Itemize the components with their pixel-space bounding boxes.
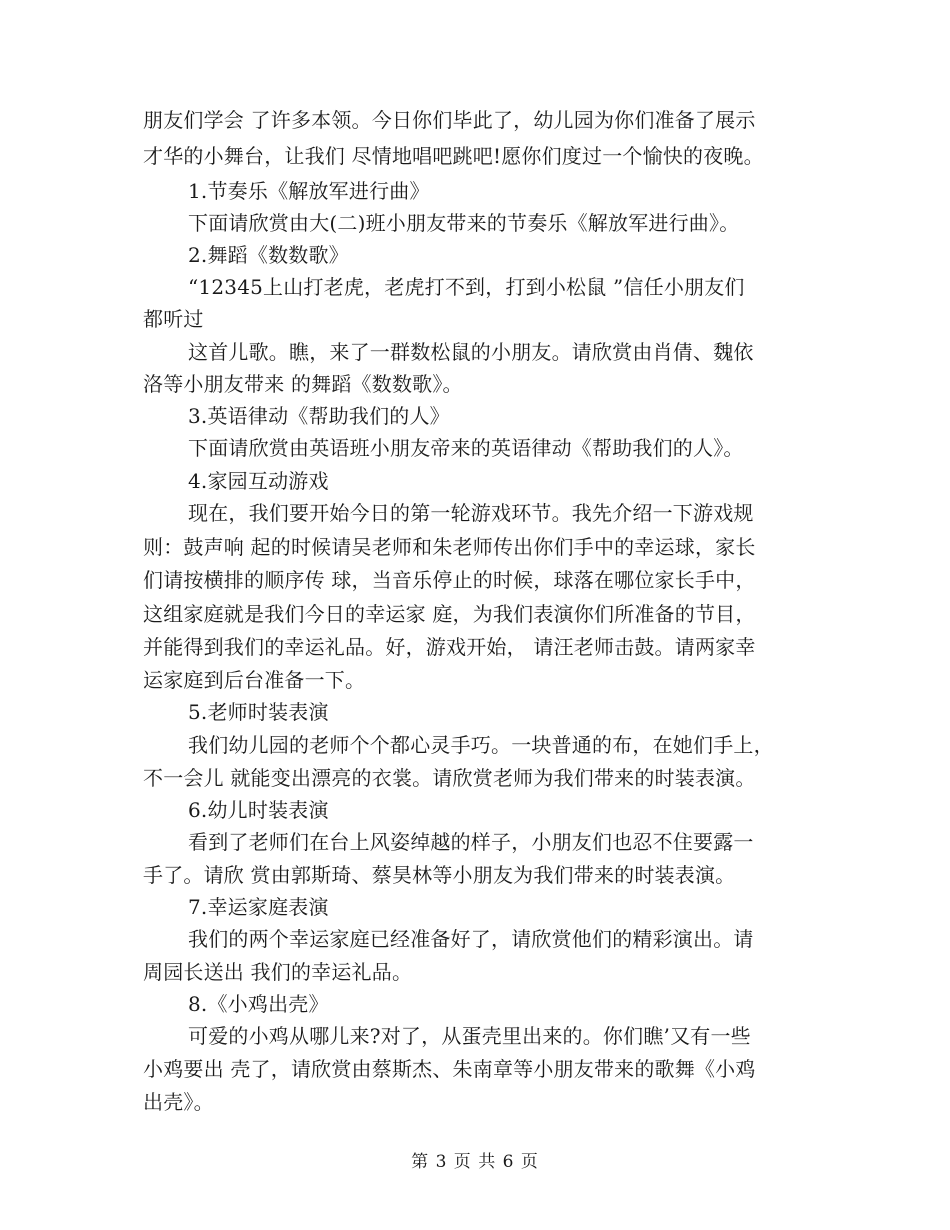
paragraph-line: 运家庭到后台准备一下。 — [143, 668, 366, 692]
paragraph-line: 下面请欣赏由大(二)班小朋友带来的节奏乐《解放军进行曲》。 — [188, 211, 740, 235]
section-heading: 5.老师时装表演 — [188, 700, 329, 724]
section-heading: 7.幸运家庭表演 — [188, 895, 329, 919]
paragraph-line: 都听过 — [143, 307, 204, 331]
paragraph-line: 小鸡要出 壳了，请欣赏由蔡斯杰、朱南章等小朋友带来的歌舞《小鸡 — [143, 1057, 756, 1081]
page-number: 第 3 页 共 6 页 — [411, 1152, 539, 1172]
paragraph-line: 朋友们学会 了许多本领。今日你们毕此了，幼儿园为你们准备了展示 — [143, 108, 756, 132]
paragraph-line: 看到了老师们在台上风姿绰越的样子，小朋友们也忍不住要露一 — [188, 830, 754, 854]
paragraph-line: 下面请欣赏由英语班小朋友帝来的英语律动《帮助我们的人》。 — [188, 436, 744, 460]
paragraph-line: 则：鼓声响 起的时候请吴老师和朱老师传出你们手中的幸运球，家长 — [143, 535, 756, 559]
paragraph-line: 这首儿歌。瞧，来了一群数松鼠的小朋友。请欣赏由肖倩、魏依 — [188, 340, 754, 364]
paragraph-line: 才华的小舞台，让我们 尽情地唱吧跳吧!愿你们度过一个愉快的夜晚。 — [143, 144, 764, 168]
paragraph-line: 现在，我们要开始今日的第一轮游戏环节。我先介绍一下游戏规 — [188, 501, 754, 525]
paragraph-line: 我们的两个幸运家庭已经准备好了，请欣赏他们的精彩演出。请 — [188, 927, 754, 951]
paragraph-line: 周园长送出 我们的幸运礼品。 — [143, 960, 413, 984]
paragraph-line: 洛等小朋友带来 的舞蹈《数数歌》。 — [143, 372, 463, 396]
section-heading: 6.幼儿时装表演 — [188, 798, 329, 822]
paragraph-line: 并能得到我们的幸运礼品。好，游戏开始， 请汪老师击鼓。请两家幸 — [143, 635, 756, 659]
section-heading: 1.节奏乐《解放军进行曲》 — [188, 179, 430, 203]
section-heading: 4.家园互动游戏 — [188, 469, 329, 493]
paragraph-line: 这组家庭就是我们今日的幸运家 庭，为我们表演你们所准备的节目， — [143, 602, 756, 626]
paragraph-line: 我们幼儿园的老师个个都心灵手巧。一块普通的布，在她们手上， — [188, 733, 774, 757]
paragraph-line: 出壳》。 — [143, 1090, 214, 1114]
section-heading: 3.英语律动《帮助我们的人》 — [188, 404, 450, 428]
paragraph-line: “12345上山打老虎，老虎打不到，打到小松鼠 ”信任小朋友们 — [188, 275, 745, 299]
section-heading: 2.舞蹈《数数歌》 — [188, 243, 349, 267]
paragraph-line: 手了。请欣 赏由郭斯琦、蔡昊林等小朋友为我们带来的时装表演。 — [143, 863, 736, 887]
section-heading: 8.《小鸡出壳》 — [188, 992, 329, 1016]
paragraph-line: 可爱的小鸡从哪儿来?对了，从蛋壳里出来的。你们瞧’又有一些 — [188, 1024, 751, 1048]
paragraph-line: 们请按横排的顺序传 球，当音乐停止的时候，球落在哪位家长手中， — [143, 568, 756, 592]
paragraph-line: 不一会儿 就能变出漂亮的衣裳。请欣赏老师为我们带来的时装表演。 — [143, 766, 756, 790]
